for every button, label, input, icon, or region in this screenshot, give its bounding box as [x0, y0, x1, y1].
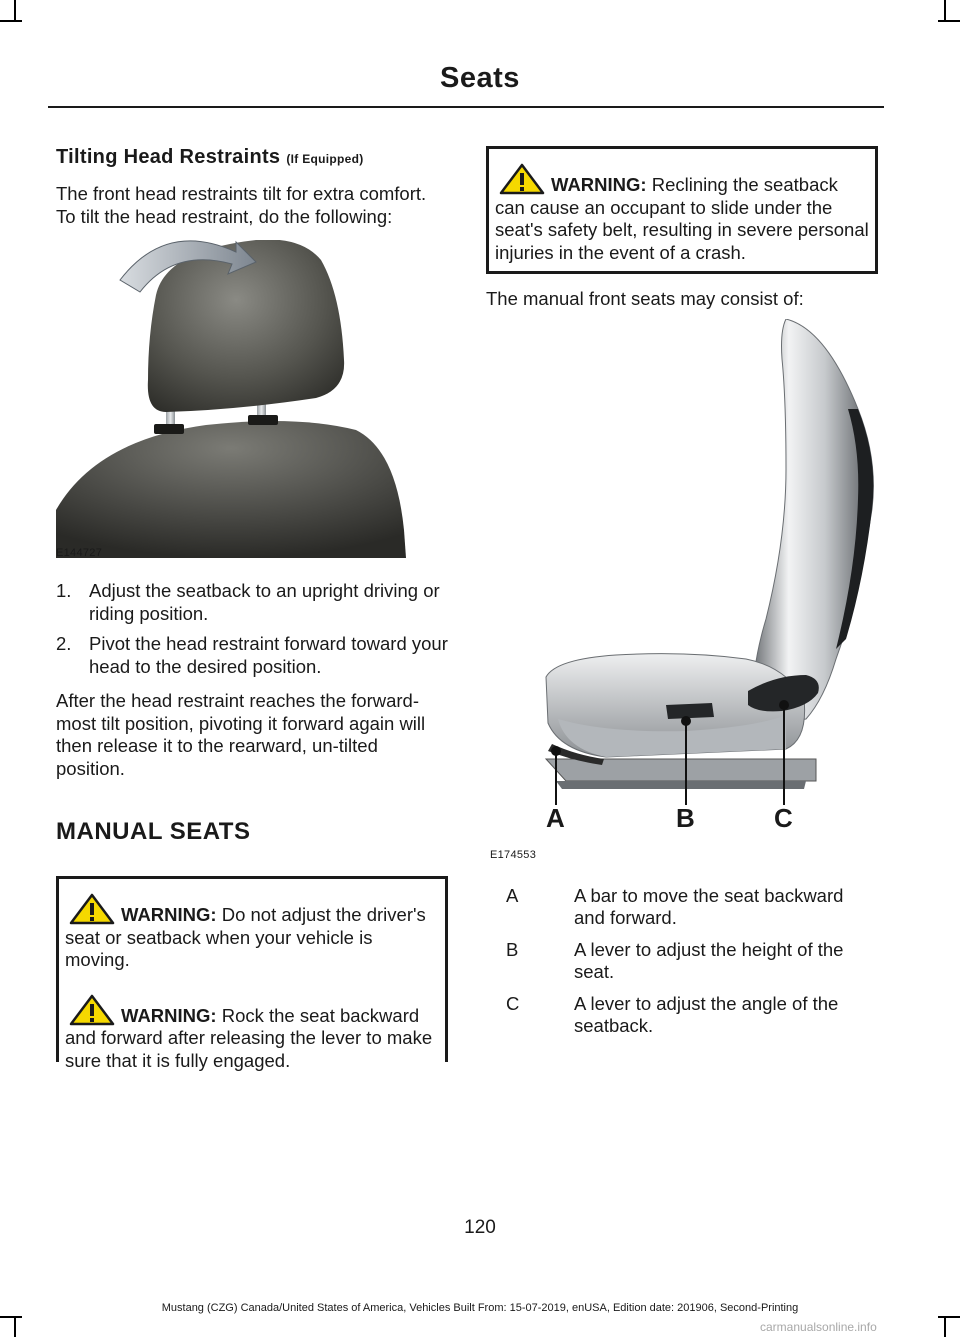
warning-text: WARNING: Do not adjust the driver's seat or seatback when your vehicle is moving.	[65, 893, 439, 972]
header-divider	[48, 106, 884, 108]
heading-note: (If Equipped)	[286, 152, 364, 166]
callout-label-a: A	[546, 802, 565, 833]
figure-head-restraint	[56, 240, 448, 570]
crop-mark-top-left	[0, 20, 22, 22]
warning-box	[486, 146, 878, 274]
figure-manual-seat	[486, 319, 878, 865]
crop-mark-top-left	[14, 0, 16, 20]
after-paragraph: After the head restraint reaches the forward-most tilt position, pivoting it forward again will then release it to the rearward, un-tilted position.	[56, 690, 426, 779]
crop-mark-top-right	[938, 20, 960, 22]
figure-label: E174553	[490, 848, 537, 861]
heading-text: Tilting Head Restraints	[56, 146, 281, 168]
crop-mark-bottom-left	[0, 1316, 22, 1318]
right-column	[486, 146, 878, 1047]
legend-list	[486, 885, 878, 1037]
page-number: 120	[464, 1217, 496, 1238]
list-item: 2. Pivot the head restraint forward toward your head to the desired position.	[56, 633, 448, 677]
warning-triangle-icon	[499, 163, 545, 195]
warning-triangle-icon	[69, 893, 115, 925]
list-item: 1. Adjust the seatback to an upright driving or riding position.	[56, 580, 440, 624]
warning-triangle-icon	[69, 994, 115, 1026]
manual-seats-intro: The manual front seats may consist of:	[486, 288, 804, 309]
footer-text: Mustang (CZG) Canada/United States of America, Vehicles Built From: 15-07-2019, enUSA, Edition date: 201906, Second-Printing	[161, 1302, 799, 1314]
manual-seat-illustration	[486, 319, 878, 839]
warning-text: WARNING: Rock the seat backward and forward after releasing the lever to make sure that it is fully engaged.	[65, 994, 439, 1073]
callout-label-c: C	[774, 802, 793, 833]
left-column	[56, 146, 448, 1071]
warning-text: WARNING: Reclining the seatback can cause an occupant to slide under the seat's safety belt, resulting in severe personal injuries in the event of a crash.	[495, 163, 869, 264]
list-item: B A lever to adjust the height of the seat.	[506, 938, 844, 982]
crop-mark-bottom-left	[14, 1317, 16, 1337]
manual-seats-heading: MANUAL SEATS	[56, 818, 251, 845]
page-title: Seats	[440, 62, 520, 94]
head-restraint-illustration	[56, 240, 448, 558]
figure-label: E144727	[56, 547, 103, 559]
list-item: C A lever to adjust the angle of the seatback.	[506, 992, 839, 1036]
crop-mark-top-right	[944, 0, 946, 20]
crop-mark-bottom-right	[938, 1316, 960, 1318]
watermark: carmanualsonline.info	[760, 1320, 877, 1334]
steps-list	[56, 580, 448, 678]
crop-mark-bottom-right	[944, 1317, 946, 1337]
intro-paragraph: The front head restraints tilt for extra comfort. To tilt the head restraint, do the following:	[56, 183, 427, 227]
callout-label-b: B	[676, 802, 695, 833]
warning-box	[56, 876, 448, 1071]
list-item: A A bar to move the seat backward and forward.	[506, 884, 844, 928]
section-heading-tilting	[56, 146, 448, 169]
